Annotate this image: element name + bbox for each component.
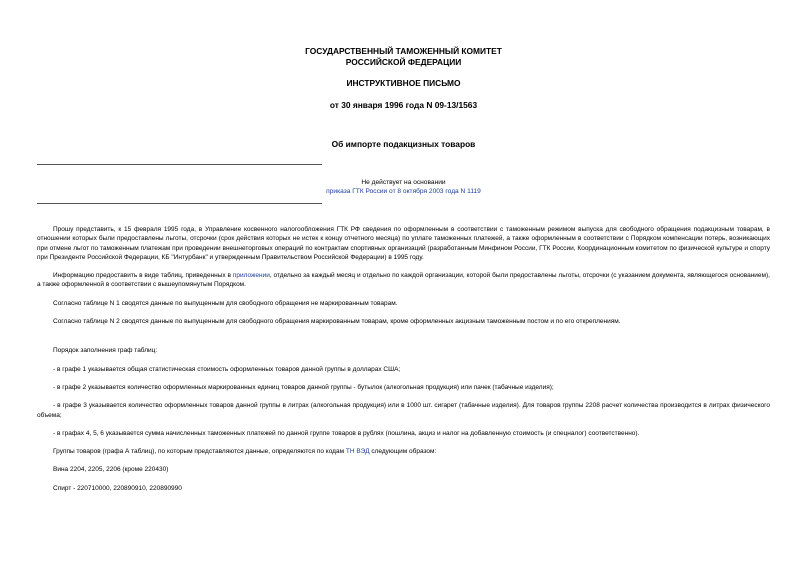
status-order-link[interactable]: приказа ГТК России от 8 октября 2003 года N 1119 xyxy=(326,188,481,195)
paragraph-table1: Согласно таблице N 1 сводятся данные по выпущенным для свободного обращения не маркированным товарам. xyxy=(53,299,398,307)
paragraph-wines: Вина 2204, 2205, 2206 (кроме 220430) xyxy=(53,466,169,474)
document-type: ИНСТРУКТИВНОЕ ПИСЬМО xyxy=(346,78,461,88)
paragraph-spirit: Спирт - 220710000, 220890910, 220890990 xyxy=(53,484,182,492)
paragraph-request: Прошу представить, к 15 февраля 1995 года, в Управление косвенного налогообложения ГТК РФ сведения по оформленным в соответствии с таможенным режимом выпуска для свободного обращения подакцизным товарам, в отношении которых были предоставлены льготы, отсрочки (срок действия которых не истек к концу отчетного месяца) по уплате таможенных платежей, а также оформленным в соответствии с Порядком компенсации потерь, возникающих при отмене льгот по таможенным платежам при проведении внешнеторговых операций по контрактам спортивных организаций (разработанным Минфином России, ГТК России, Координационным комитетом по физической культуре и спорту при Президенте Российской Федерации, КБ "Интурбанк" и утвержденным Правительством Российской Федерации) в 1995 году. xyxy=(37,226,770,261)
paragraph-fill-order: Порядок заполнения граф таблиц: xyxy=(53,347,158,355)
paragraph-column2: - в графе 2 указывается количество оформленных маркированных единиц товаров данной группы - бутылок (алкогольная продукция) или пачек (табачные изделия); xyxy=(53,383,554,391)
paragraph-columns456: - в графах 4, 5, 6 указывается сумма начисленных таможенных платежей по данной группе товаров в рублях (пошлина, акциз и налог на добавленную стоимость (и спецналог) соответственно). xyxy=(53,429,640,437)
document-body xyxy=(37,225,770,493)
paragraph-column3: - в графе 3 указывается количество оформленных товаров данной группы в литрах (алкогольная продукция) или в 1000 шт. сигарет (табачные изделия). Для товаров группы 2208 расчет количества производится в литрах физического объема; xyxy=(37,402,770,419)
tn-ved-link[interactable]: ТН ВЭД xyxy=(345,448,370,456)
paragraph-text: Группы товаров (графа А таблиц), по которым представляются данные, определяются по кодам xyxy=(53,448,346,456)
org-name-line1: ГОСУДАРСТВЕННЫЙ ТАМОЖЕННЫЙ КОМИТЕТ xyxy=(305,46,502,56)
paragraph-table2: Согласно таблице N 2 сводятся данные по выпущенным для свободного обращения маркированным товарам, кроме оформленных акцизным таможенным постом и по его откреплениям. xyxy=(53,318,621,326)
org-name-line2: РОССИЙСКОЙ ФЕДЕРАЦИИ xyxy=(345,56,462,67)
paragraph-info-format xyxy=(37,271,770,290)
paragraph-text: , отдельно за каждый месяц и отдельно по каждой организации, которой были предоставлены льготы, отсрочки (с указанием документа, являющегося основанием), а также оформленной в соответствии с вышеупомянутым Порядком. xyxy=(37,272,770,289)
appendix-link[interactable]: приложении xyxy=(232,272,270,280)
document-subject: Об импорте подакцизных товаров xyxy=(331,139,476,149)
document-date: от 30 января 1996 года N 09-13/1563 xyxy=(329,99,478,110)
divider-top xyxy=(37,164,322,165)
status-notice xyxy=(0,178,807,196)
divider-bottom xyxy=(37,203,322,204)
paragraph-text: Информацию предоставить в виде таблиц, приведенных в xyxy=(53,272,233,280)
status-text: Не действует на основании xyxy=(361,179,446,186)
paragraph-text: следующим образом: xyxy=(369,448,437,456)
paragraph-groups xyxy=(37,447,770,456)
document-header xyxy=(0,46,807,110)
paragraph-column1: - в графе 1 указывается общая статистическая стоимость оформленных товаров данной группы в долларах США; xyxy=(53,365,401,373)
